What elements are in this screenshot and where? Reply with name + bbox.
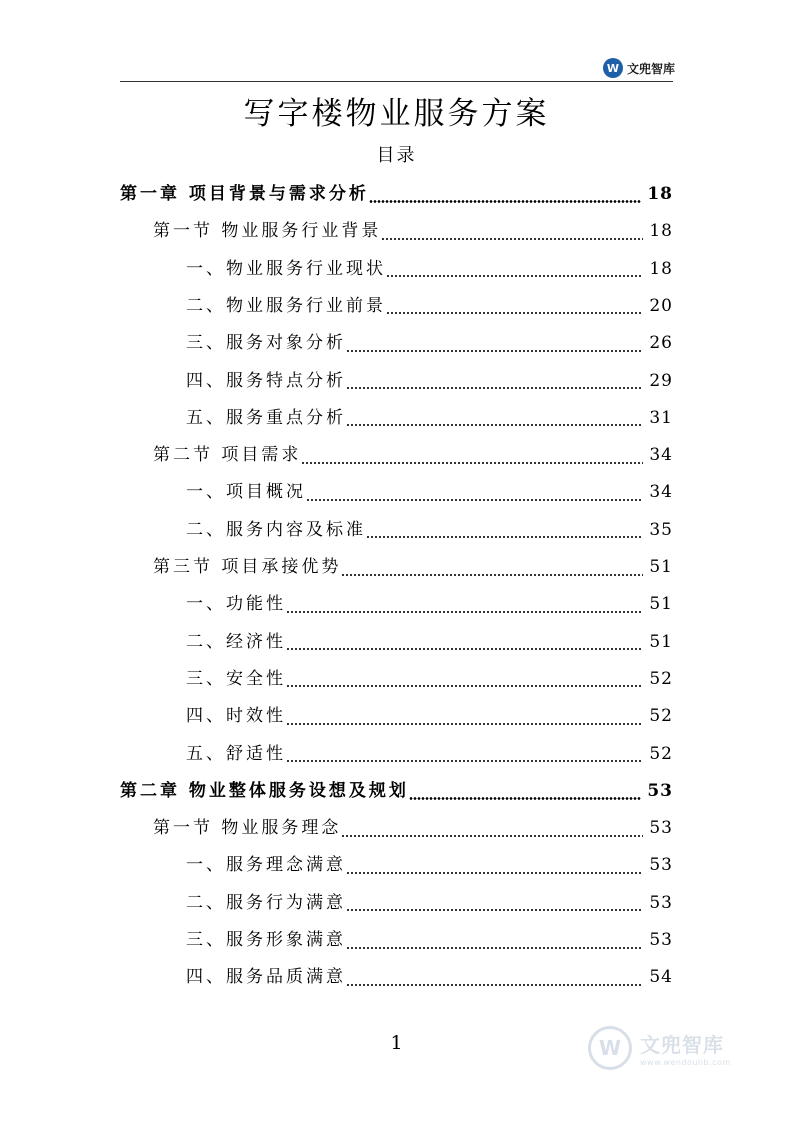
toc-entry-page: 51 (649, 631, 673, 652)
header-logo (603, 57, 675, 79)
toc-entry-page: 18 (649, 221, 673, 242)
toc-entry-label: 第三节 项目承接优势 (153, 557, 342, 577)
toc-entry-label: 第一节 物业服务行业背景 (153, 221, 382, 242)
toc-subsection-entry[interactable] (186, 736, 673, 773)
toc-section-entry[interactable] (153, 213, 673, 250)
toc-entry-label: 第一章 项目背景与需求分析 (120, 184, 369, 204)
page-number: 1 (390, 1032, 403, 1054)
watermark (588, 1024, 731, 1072)
header-logo-text: 文兜智库 (627, 61, 676, 76)
toc-subsection-entry[interactable] (186, 698, 673, 735)
toc-dot-leader (301, 462, 643, 464)
toc-dot-leader (286, 648, 643, 650)
toc-entry-page: 35 (649, 519, 673, 540)
toc-dot-leader (386, 275, 643, 277)
toc-entry-page: 52 (649, 668, 673, 689)
wendou-logo-icon: W (603, 58, 623, 78)
toc-dot-leader (346, 424, 643, 426)
toc-dot-leader (306, 499, 643, 501)
toc-entry-page: 34 (649, 445, 673, 466)
toc-entry-label: 一、物业服务行业现状 (186, 258, 386, 279)
toc-entry-page: 18 (647, 184, 673, 204)
toc-entry-page: 29 (649, 370, 673, 391)
document-title: 写字楼物业服务方案 (243, 96, 550, 132)
toc-subsection-entry[interactable] (186, 847, 673, 884)
toc-dot-leader (346, 947, 643, 949)
toc-entry-page: 51 (649, 594, 673, 615)
toc-entry-label: 四、服务特点分析 (186, 370, 346, 391)
toc-entry-page: 20 (649, 295, 673, 316)
toc-subsection-entry[interactable] (186, 586, 673, 623)
toc-entry-page: 53 (649, 930, 673, 950)
toc-subsection-entry[interactable] (186, 512, 673, 549)
toc-dot-leader (341, 574, 643, 576)
toc-subsection-entry[interactable] (186, 661, 673, 698)
watermark-text: 文兜智库 (640, 1033, 724, 1057)
toc-subsection-entry[interactable] (186, 325, 673, 362)
header-divider (120, 81, 673, 82)
toc-entry-page: 26 (649, 333, 673, 354)
toc-dot-leader (366, 536, 643, 538)
toc-dot-leader (369, 200, 641, 203)
toc-entry-label: 第一节 物业服务理念 (153, 818, 342, 839)
toc-dot-leader (341, 835, 643, 837)
toc-section-entry[interactable] (153, 437, 673, 474)
toc-subsection-entry[interactable] (186, 251, 673, 288)
toc-entry-label: 五、服务重点分析 (186, 407, 346, 428)
toc-subsection-entry[interactable] (186, 400, 673, 437)
toc-entry-label: 五、舒适性 (186, 743, 286, 764)
toc-subsection-entry[interactable] (186, 922, 673, 959)
toc-entry-page: 52 (649, 706, 673, 727)
toc-section-entry[interactable] (153, 810, 673, 847)
toc-entry-page: 54 (649, 967, 673, 988)
toc-entry-label: 三、安全性 (186, 668, 286, 689)
toc-entry-label: 二、服务内容及标准 (186, 519, 366, 540)
toc-entry-label: 四、时效性 (186, 706, 286, 727)
toc-entry-page: 53 (649, 855, 673, 876)
toc-entry-page: 34 (649, 482, 673, 503)
toc-subsection-entry[interactable] (186, 624, 673, 661)
toc-dot-leader (286, 611, 643, 613)
toc-entry-label: 第二章 物业整体服务设想及规划 (120, 780, 409, 801)
toc-dot-leader (286, 685, 643, 687)
toc-entry-label: 一、项目概况 (186, 482, 306, 503)
watermark-url: www.wendoulib.com (640, 1058, 731, 1067)
toc-entry-page: 53 (647, 780, 673, 801)
toc-dot-leader (381, 238, 643, 240)
toc-dot-leader (346, 984, 643, 986)
toc-entry-label: 三、服务对象分析 (186, 333, 346, 354)
toc-entry-label: 四、服务品质满意 (186, 967, 346, 988)
toc-entry-page: 51 (649, 557, 673, 577)
toc-entry-page: 53 (649, 818, 673, 839)
toc-entry-label: 一、服务理念满意 (186, 855, 346, 876)
toc-chapter-entry[interactable] (120, 176, 673, 213)
toc-entry-label: 二、经济性 (186, 631, 286, 652)
toc-entry-label: 二、物业服务行业前景 (186, 295, 386, 316)
toc-dot-leader (346, 350, 643, 352)
toc-subsection-entry[interactable] (186, 474, 673, 511)
toc-chapter-entry[interactable] (120, 773, 673, 810)
toc-entry-label: 二、服务行为满意 (186, 892, 346, 913)
toc-subsection-entry[interactable] (186, 363, 673, 400)
toc-entry-page: 18 (649, 258, 673, 279)
toc-title: 目录 (376, 145, 417, 166)
toc-dot-leader (346, 387, 643, 389)
toc-section-entry[interactable] (153, 549, 673, 586)
toc-dot-leader (409, 797, 641, 800)
toc-dot-leader (346, 909, 643, 911)
toc-entry-label: 三、服务形象满意 (186, 930, 346, 950)
toc-dot-leader (346, 872, 643, 874)
toc-entry-page: 52 (649, 743, 673, 764)
toc-subsection-entry[interactable] (186, 885, 673, 922)
toc-entry-page: 31 (649, 407, 673, 428)
toc-subsection-entry[interactable] (186, 288, 673, 325)
toc-entry-page: 53 (649, 892, 673, 913)
toc-dot-leader (286, 760, 643, 762)
toc-entry-label: 一、功能性 (186, 594, 286, 615)
wendou-watermark-icon: W (588, 1026, 632, 1070)
toc-dot-leader (386, 312, 643, 314)
toc-entry-label: 第二节 项目需求 (153, 445, 302, 466)
toc-subsection-entry[interactable] (186, 959, 673, 996)
toc-dot-leader (286, 723, 643, 725)
